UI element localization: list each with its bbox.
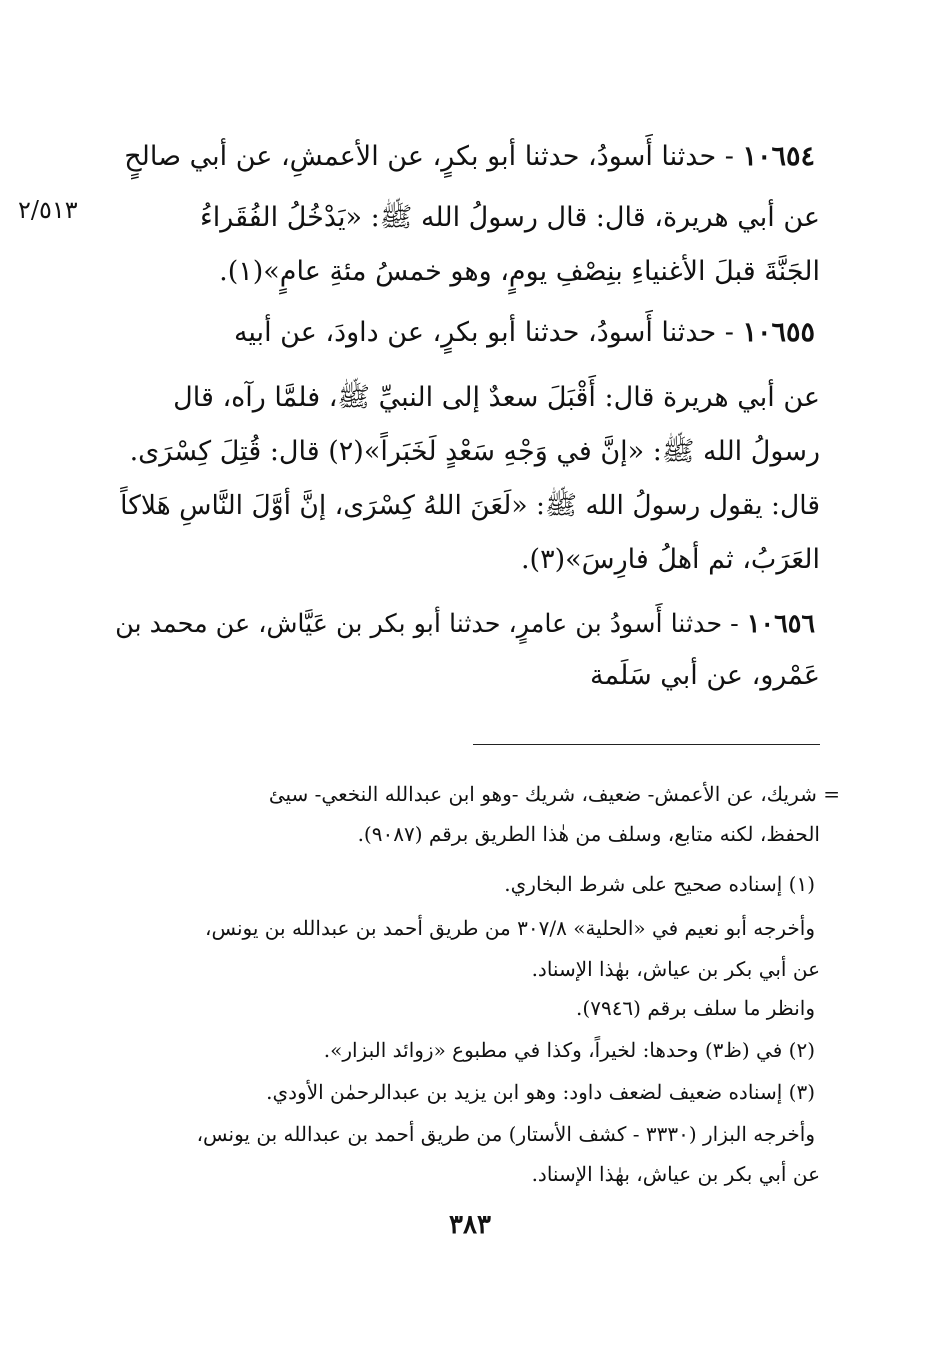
hadith-text-line: عن أبي هريرة قال: أَقْبَلَ سعدٌ إلى النبيِّ ﷺ، فلمَّا رآه، قال xyxy=(173,382,820,413)
hadith-text-line: الجَنَّةَ قبلَ الأغنياءِ بنِصْفِ يومٍ، وهو خمسُ مئةِ عامٍ»(١). xyxy=(219,256,820,287)
footnote-line: وأخرجه أبو نعيم في «الحلية» ٣٠٧/٨ من طريق أحمد بن عبدالله بن يونس، xyxy=(205,916,815,940)
footnote-line: وأخرجه البزار (٣٣٣٠ - كشف الأستار) من طريق أحمد بن عبدالله بن يونس، xyxy=(196,1122,815,1146)
hadith-first-line xyxy=(124,137,815,177)
footnote-line: وانظر ما سلف برقم (٧٩٤٦). xyxy=(576,996,815,1020)
margin-reference: ٢/٥١٣ xyxy=(18,196,78,224)
hadith-first-line xyxy=(234,313,815,353)
hadith-text-line: عن أبي هريرة، قال: قال رسولُ الله ﷺ: «يَدْخُلُ الفُقَراءُ xyxy=(200,202,820,233)
hadith-first-line xyxy=(115,603,815,643)
hadith-text-line: عَمْرو، عن أبي سَلَمة xyxy=(590,660,820,691)
footnote-separator xyxy=(473,744,820,745)
footnote-line: الحفظ، لكنه متابع، وسلف من هٰذا الطريق برقم (٩٠٨٧). xyxy=(357,822,820,846)
footnote-line: = شريك، عن الأعمش- ضعيف، شريك -وهو ابن عبدالله النخعي- سيئ xyxy=(268,782,840,806)
footnote-line: عن أبي بكر بن عياش، بهٰذا الإسناد. xyxy=(531,957,820,981)
hadith-number: ١٠٦٥٥ xyxy=(742,317,815,348)
hadith-text: - حدثنا أَسودُ، حدثنا أبو بكرٍ، عن داودَ، عن أبيه xyxy=(233,317,734,348)
hadith-text-line: رسولُ الله ﷺ: «إنَّ في وَجْهِ سَعْدٍ لَخَبَراً»(٢) قال: قُتِلَ كِسْرَى. xyxy=(129,436,820,467)
hadith-text: - حدثنا أَسودُ بن عامرٍ، حدثنا أبو بكر بن عَيَّاش، عن محمد بن xyxy=(115,608,739,638)
hadith-number: ١٠٦٥٦ xyxy=(746,608,815,638)
hadith-text: - حدثنا أَسودُ، حدثنا أبو بكرٍ، عن الأعمشِ، عن أبي صالحٍ xyxy=(124,141,734,172)
footnote-line: (٣) إسناده ضعيف لضعف داود: وهو ابن يزيد بن عبدالرحمٰن الأودي. xyxy=(266,1080,815,1104)
hadith-number: ١٠٦٥٤ xyxy=(742,141,815,172)
footnote-line: عن أبي بكر بن عياش، بهٰذا الإسناد. xyxy=(531,1162,820,1186)
footnote-line: (٢) في (ظ٣) وحدها: لخيراً، وكذا في مطبوع «زوائد البزار». xyxy=(323,1038,815,1062)
hadith-text-line: قال: يقول رسولُ الله ﷺ: «لَعَنَ اللهُ كِسْرَى، إنَّ أوَّلَ النَّاسِ هَلاكاً xyxy=(120,490,820,521)
page-number: ٣٨٣ xyxy=(449,1210,491,1240)
footnote-line: (١) إسناده صحيح على شرط البخاري. xyxy=(504,872,815,896)
hadith-text-line: العَرَبُ، ثم أهلُ فارِسَ»(٣). xyxy=(520,544,820,575)
